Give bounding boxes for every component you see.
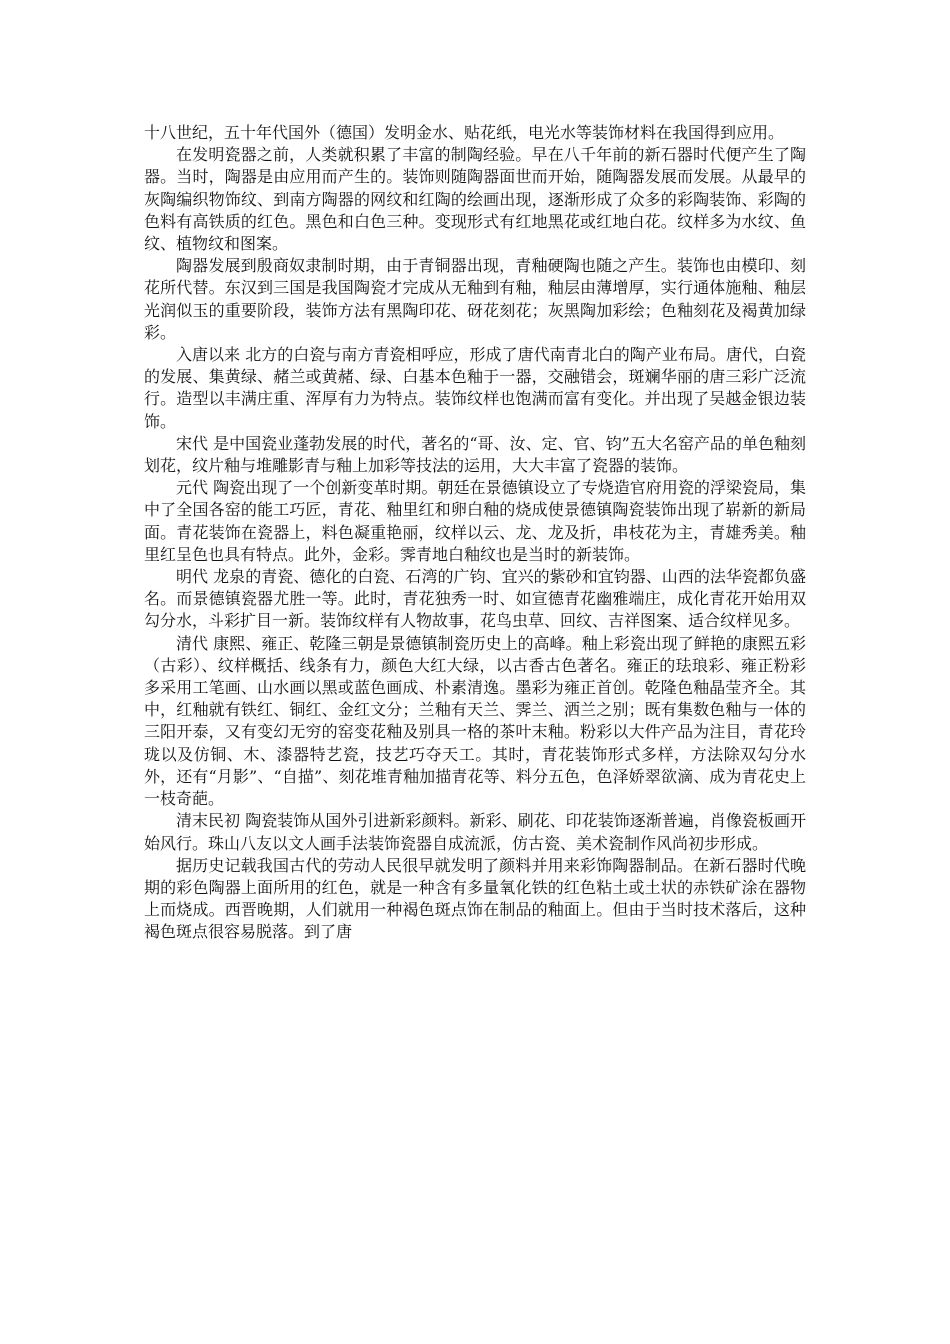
paragraph-10: 据历史记载我国古代的劳动人民很早就发明了颜料并用来彩饰陶器制品。在新石器时代晚期的彩色陶器上面所用的红色，就是一种含有多量氧化铁的红色粘土或土状的赤铁矿涂在器物上而烧成。西晋晚期，人们就用一种褐色斑点饰在制品的釉面上。但由于当时技术落后，这种褐色斑点很容易脱落。到了唐 — [144, 855, 806, 942]
paragraph-4: 入唐以来 北方的白瓷与南方青瓷相呼应，形成了唐代南青北白的陶产业布局。唐代，白瓷的发展、集黄绿、赭兰或黄赭、绿、白基本色釉于一器，交融错会，斑斓华丽的唐三彩广泛流行。造型以丰满庄重、浑厚有力为特点。装饰纹样也饱满而富有变化。并出现了吴越金银边装饰。 — [144, 345, 806, 431]
paragraph-7: 明代 龙泉的青瓷、德化的白瓷、石湾的广钧、宜兴的紫砂和宜钧器、山西的法华瓷都负盛名。而景德镇瓷器尤胜一等。此时，青花独秀一时、如宣德青花幽雅端庄，成化青花开始用双勾分水，斗彩扩目一新。装饰纹样有人物故事，花鸟虫草、回纹、吉祥图案、适合纹样见多。 — [144, 567, 806, 631]
paragraph-9: 清末民初 陶瓷装饰从国外引进新彩颜料。新彩、刷花、印花装饰逐渐普遍，肖像瓷板画开始风行。珠山八友以文人画手法装饰瓷器自成流派，仿古瓷、美术瓷制作风尚初步形成。 — [144, 811, 806, 853]
paragraph-2: 在发明瓷器之前，人类就积累了丰富的制陶经验。早在八千年前的新石器时代便产生了陶器。当时，陶器是由应用而产生的。装饰则随陶器面世而开始，随陶器发展而发展。从最早的灰陶编织物饰纹、到南方陶器的网纹和红陶的绘画出现，逐渐形成了众多的彩陶装饰、彩陶的色料有高铁质的红色。黑色和白色三种。变现形式有红地黑花或红地白花。纹样多为水纹、鱼纹、植物纹和图案。 — [144, 145, 806, 254]
paragraph-3: 陶器发展到殷商奴隶制时期，由于青铜器出现，青釉硬陶也随之产生。装饰也由模印、刻花所代替。东汉到三国是我国陶瓷才完成从无釉到有釉，釉层由薄增厚，实行通体施釉、釉层光润似玉的重要阶段，装饰方法有黑陶印花、砑花刻花；灰黑陶加彩绘；色釉刻花及褐黄加绿彩。 — [144, 256, 806, 342]
document-page — [144, 122, 806, 944]
paragraph-1: 十八世纪，五十年代国外（德国）发明金水、贴花纸，电光水等装饰材料在我国得到应用。 — [144, 123, 785, 142]
paragraph-8: 清代 康熙、雍正、乾隆三朝是景德镇制瓷历史上的高峰。釉上彩瓷出现了鲜艳的康熙五彩（古彩）、纹样概括、线条有力，颜色大红大绿，以古香古色著名。雍正的珐琅彩、雍正粉彩多采用工笔画、山水画以黑或蓝色画成、朴素清逸。墨彩为雍正首创。乾隆色釉晶莹齐全。其中，红釉就有铁红、铜红、金红文分；兰釉有天兰、霁兰、洒兰之别；既有集数色釉与一体的三阳开泰，又有变幻无穷的窑变花釉及别具一格的茶叶末釉。粉彩以大件产品为注目，青花玲珑以及仿铜、木、漆器特艺瓷，技艺巧夺天工。其时，青花装饰形式多样，方法除双勾分水外，还有“月影”、“自描”、刻花堆青釉加描青花等、料分五色，色泽娇翠欲滴、成为青花史上一枝奇葩。 — [144, 633, 806, 809]
paragraph-5: 宋代 是中国瓷业蓬勃发展的时代，著名的“哥、汝、定、官、钧”五大名窑产品的单色釉刻划花，纹片釉与堆雕影青与釉上加彩等技法的运用，大大丰富了瓷器的装饰。 — [144, 433, 806, 476]
paragraph-6: 元代 陶瓷出现了一个创新变革时期。朝廷在景德镇设立了专烧造官府用瓷的浮梁瓷局，集中了全国各窑的能工巧匠，青花、釉里红和卵白釉的烧成使景德镇陶瓷装饰出现了崭新的新局面。青花装饰在瓷器上，料色凝重艳丽，纹样以云、龙、龙及折，串枝花为主，青雄秀美。釉里红呈色也具有特点。此外，金彩。霁青地白釉纹也是当时的新装饰。 — [144, 478, 806, 564]
